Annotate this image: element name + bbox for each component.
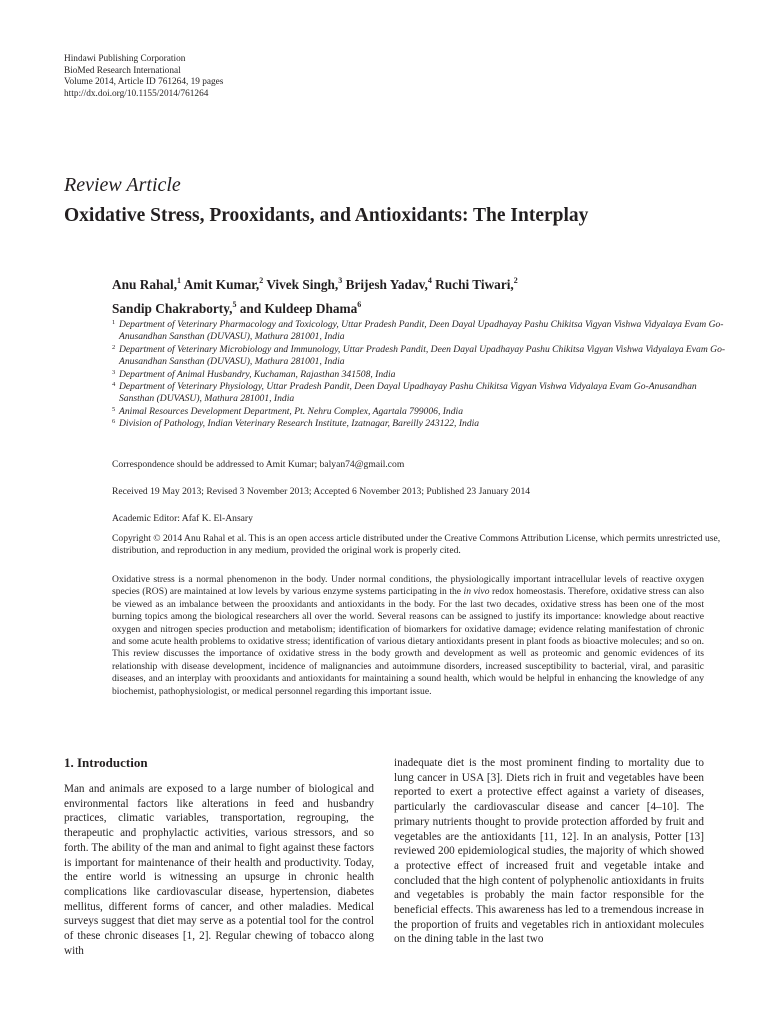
- abstract-text: redox homeostasis. Therefore, oxidative stress can also be viewed as an imbalance between the prooxidants and antioxidants in the body. For the last two decades, oxidative stress has been one of the most burning topics among the biological researchers all over the world. Several reasons can be assigned to justify its importance: knowledge about reactive oxygen and nitrogen species production and metabolism; identification of biomarkers for oxidative damage; evidence relating manifestation of chronic and some acute health problems to oxidative stress; identification of various dietary antioxidants present in plant foods as bioactive molecules; and so on. This review discusses the importance of oxidative stress in the body growth and development as well as proteomic and genomic evidences of its relationship with disease development, incidence of malignancies and autoimmune disorders, increased susceptibility to bacterial, viral, and parasitic diseases, and an interplay with prooxidants and antioxidants for maintaining a sound health, which would be helpful in enhancing the knowledge of any biochemist, pathophysiologist, or medical personnel regarding this important issue.: [112, 586, 704, 697]
- paper-title: Oxidative Stress, Prooxidants, and Antioxidants: The Interplay: [64, 205, 589, 226]
- affiliation-text: Department of Veterinary Physiology, Uttar Pradesh Pandit, Deen Dayal Upadhayay Pashu Chikitsa Vigyan Vishwa Vidyalaya Evam Go-Anusandhan Sansthan (DUVASU), Mathura 281001, India: [119, 381, 697, 405]
- abstract: [112, 574, 704, 698]
- author: [112, 301, 236, 316]
- article-type: Review Article: [64, 174, 181, 196]
- affiliation: [112, 381, 732, 406]
- affiliation-text: Department of Animal Husbandry, Kuchaman, Rajasthan 341508, India: [119, 368, 396, 380]
- affiliation: [112, 369, 732, 381]
- affiliation-number: 3: [112, 368, 116, 376]
- author: [346, 277, 432, 292]
- journal-name: BioMed Research International: [64, 65, 181, 76]
- author-name: Amit Kumar,: [183, 277, 260, 292]
- affiliation-number: 1: [112, 319, 116, 326]
- affiliation-number: 2: [112, 343, 116, 351]
- abstract-italic: in vivo: [463, 586, 490, 598]
- journal-header: [64, 54, 223, 100]
- author: [184, 277, 264, 292]
- academic-editor: Academic Editor: Afaf K. El-Ansary: [112, 513, 253, 524]
- affiliation-text: Department of Veterinary Pharmacology and Toxicology, Uttar Pradesh Pandit, Deen Dayal Upadhayay Pashu Chikitsa Vigyan Vishwa Vidyalaya Evam Go-Anusandhan Sansthan (DUVASU), Mathura 281001, India: [119, 319, 724, 343]
- affiliation-text: Division of Pathology, Indian Veterinary Research Institute, Izatnagar, Bareilly 243122, India: [119, 418, 480, 430]
- author: [266, 277, 342, 292]
- author-affil-sup: 4: [427, 276, 432, 285]
- author-affil-sup: 2: [259, 276, 264, 285]
- affiliation: [112, 418, 732, 430]
- affiliation-number: 4: [112, 381, 116, 389]
- affiliation-list: [112, 319, 732, 431]
- volume-info: Volume 2014, Article ID 761264, 19 pages: [64, 77, 224, 87]
- affiliation: [112, 319, 732, 344]
- author-affil-sup: 2: [513, 276, 518, 285]
- section-heading: 1. Introduction: [64, 755, 148, 770]
- correspondence-line: Correspondence should be addressed to Amit Kumar; balyan74@gmail.com: [112, 459, 405, 470]
- author-affil-sup: 3: [338, 276, 343, 285]
- author-affil-sup: 5: [232, 300, 237, 309]
- author-name: Ruchi Tiwari,: [435, 277, 514, 292]
- affiliation: [112, 344, 732, 369]
- author: [240, 301, 361, 316]
- publisher-name: Hindawi Publishing Corporation: [64, 54, 186, 64]
- author-name: and Kuldeep Dhama: [239, 301, 358, 316]
- body-column-left: Man and animals are exposed to a large number of biological and environmental factors like alterations in feed and husbandry practices, climatic variables, transportation, regrouping, the therapeutic and prophylactic activities, various stressors, and so forth. The ability of the man and animal to fight against these factors is important for maintenance of their health and productivity. Today, the entire world is witnessing an upsurge in chronic health complications like cardiovascular disease, hypertension, diabetes mellitus, different forms of cancer, and other maladies. Medical surveys suggest that diet may serve as a potential tool for the control of these chronic diseases [1, 2]. Regular chewing of tobacco along with: [64, 783, 374, 957]
- author-affil-sup: 1: [177, 276, 182, 285]
- author: [435, 277, 518, 292]
- affiliation-text: Animal Resources Development Department, Pt. Nehru Complex, Agartala 799006, India: [119, 405, 463, 417]
- dates-line: Received 19 May 2013; Revised 3 November 2013; Accepted 6 November 2013; Published 23 January 2014: [112, 486, 531, 497]
- page-doi[interactable]: http://dx.doi.org/10.1155/2014/761264: [64, 88, 209, 99]
- abstract-text: Oxidative stress is a normal phenomenon in the body. Under normal conditions, the physiologically important intracellular levels of reactive oxygen species (ROS) are maintained at low levels by various enzyme systems participating in the: [112, 574, 704, 598]
- copyright-notice: Copyright © 2014 Anu Rahal et al. This is an open access article distributed under the Creative Commons Attribution License, which permits unrestricted use, distribution, and reproduction in any medium, provided the original work is properly cited.: [112, 533, 721, 557]
- author-name: Brijesh Yadav,: [345, 277, 428, 292]
- author-name: Sandip Chakraborty,: [112, 301, 233, 316]
- author-name: Vivek Singh,: [266, 277, 339, 292]
- affiliation: [112, 406, 732, 418]
- author: [112, 277, 181, 292]
- affiliation-number: 6: [112, 418, 116, 426]
- author-list: [112, 271, 712, 319]
- affiliation-number: 5: [112, 405, 116, 413]
- author-name: Anu Rahal,: [112, 277, 178, 292]
- affiliation-text: Department of Veterinary Microbiology and Immunology, Uttar Pradesh Pandit, Deen Dayal Upadhayay Pashu Chikitsa Vigyan Vishwa Vidyalaya Evam Go-Anusandhan Sansthan (DUVASU), Mathura 281001, India: [119, 343, 726, 368]
- body-column-right: inadequate diet is the most prominent finding to mortality due to lung cancer in USA [3]. Diets rich in fruit and vegetables have been reported to exert a protective effect against a variety of diseases, particularly the cardiovascular disease and cancer [4–10]. The primary nutrients thought to provide protection afforded by fruit and vegetables are the antioxidants [11, 12]. In an analysis, Potter [13] reviewed 200 epidemiological studies, the majority of which showed a protective effect of increased fruit and vegetable intake and concluded that the high content of polyphenolic antioxidants in fruits and vegetables is probably the main factor responsible for the beneficial effects. This awareness has led to a tremendous increase in the proportion of fruits and vegetables rich in antioxidant molecules on the dining table in the last two: [394, 757, 704, 946]
- author-affil-sup: 6: [357, 300, 362, 309]
